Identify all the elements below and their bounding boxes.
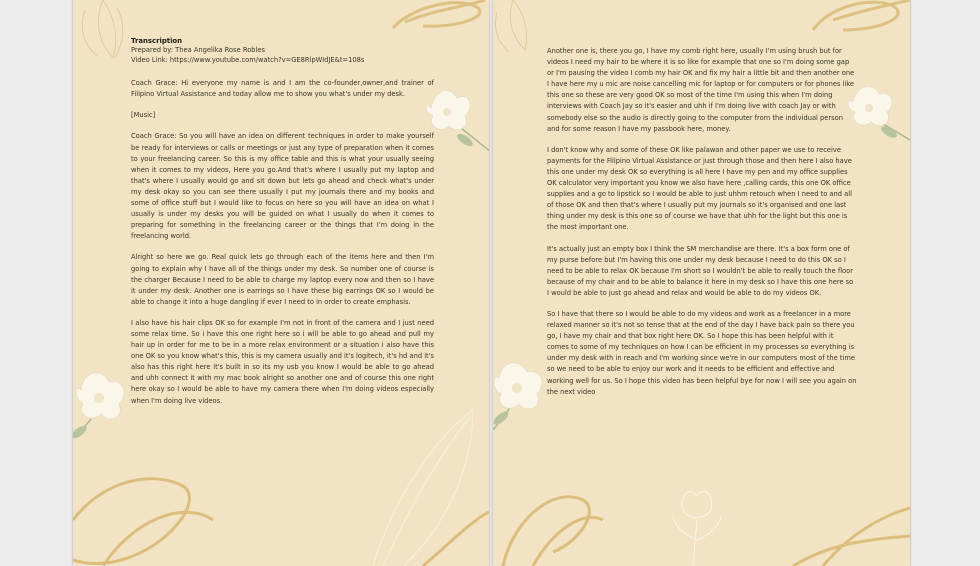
- gold-swirl-icon: [503, 497, 910, 566]
- gold-swirl-icon: [73, 479, 489, 566]
- leaf-sketch-icon: [373, 410, 473, 566]
- paragraph: I also have his hair clips OK so for example I'm not in front of the camera and I just need some relax time. So i have this one right here so i will be able to go ahead and pull my hair up in order for me to be in a more relax environment or a situation i also have this one OK so you know what's this, this is my camera usually and it's logitech, it's hd and it's also has this right here it's built in so its my usb you know I would be able to go ahead and uhh connect it with my mac book alright so another one and of course this one right here okay so I would be able to have my camera there when I'm doing videos especially when I'm doing live videos.: [131, 318, 434, 405]
- paragraph: It's actually just an empty box I think the SM merchandise are there. It's a box form one of my purse before but I'm having this one under my desk because I need to do this OK so I need to be able to relax OK because I'm short so I wouldn't be able to really touch the floor because of my chair and to be able to balance it here in my desk so I have this one here so I would be able to just go ahead and relax and would be able to do my videos OK.: [547, 244, 854, 297]
- flower-icon: [493, 363, 542, 430]
- flower-icon: [426, 91, 489, 152]
- video-link: Video Link: https://www.youtube.com/watch?v=GE8RlpWIdJE&t=108s: [131, 55, 365, 64]
- paragraph: Coach Grace: Hi everyone my name is and I am the co-founder,owner,and trainer of Filipino Virtual Assistance and today allow me to show you what's under my desk.: [131, 79, 434, 99]
- paragraph: So I have that there so I would be able to do my videos and work as a freelancer in a more relaxed manner so it's not so tense that at the end of the day I have back pain so there you go, I have my chair and that box right here OK. So I hope this has been helpful with it comes to some of my techniques on how I can be efficient in my processes so everything is under my desk with in reach and I'm working since we're in our computers most of the time so we need to be able to enjoy our work and it needs to be efficient and effective and working well for us. So I hope this video has been helpful bye for now I will see you again on the next video: [547, 309, 857, 396]
- gold-swirl-icon: [393, 0, 485, 28]
- document-header: [131, 37, 434, 65]
- document-page-2: [493, 0, 910, 566]
- flower-icon: [73, 373, 124, 440]
- paragraph: Another one is, there you go, I have my comb right here, usually I'm using brush but for videos I need my hair to be where it is so like for example that one so I'm doing some gap or I'm pausing the video I comb my hair OK and fix my hair a little bit and then another one I have here my u mic are noise cancelling mic for laptop or for computers or for phones like this one so these are very good OK so most of the time I'm using this when I'm doing interviews with Coach Jay so it's easier and uhh if I'm doing live with coach Jay or with somebody else so the audio is directly going to the computer from the individual person and for some reason I have my passbook here, money.: [547, 47, 855, 133]
- page-2-content: [547, 46, 857, 408]
- paragraph: Coach Grace: So you will have an idea on different techniques in order to make yourself be ready for interviews or calls or meetings or just any type of preparation when it comes to your freelancing career. So this is my office table and this is what your usually seeing when it comes to my videos, Here you go.And that's where I usually put my laptop and that's where I usually would go and sit down but lets go ahead and check what's under my desk okay so you can see there usually I put my journals there and my books and some of office stuff but I would like to focus on here so you will have an idea on what I usually is under my desks you will be guided on what I usually do when it comes to preparing for something in the freelancing career or the things that I'm doing in the freelancing world.: [131, 132, 434, 241]
- paragraph: [Music]: [131, 111, 156, 120]
- leaf-sketch-icon: [496, 0, 527, 52]
- leaf-sketch-icon: [82, 0, 122, 58]
- flower-sketch-icon: [673, 492, 721, 566]
- document-page-1: [73, 0, 489, 566]
- document-title: Transcription: [131, 37, 183, 45]
- paragraph: I don't know why and some of these OK like palawan and other paper we use to receive payments for the Filipino Virtual Assistance or just through those and then here I also have this one under my desk OK so everything is all here I have my pen and my office supplies OK calculator very important you know we also have here ,calling cards, this one OK office supplies and a go to lipstick so I would be able to just uhhm retouch when I need to and all of those OK and then that's where I usually put my journals so it's organised and one last thing under my desk is this one so of course we have that uhh for the light but this one is the most important one.: [547, 145, 852, 232]
- flower-icon: [848, 86, 910, 140]
- prepared-by: Prepared by: Thea Angelika Rose Robles: [131, 46, 265, 54]
- paragraph: Alright so here we go. Real quick lets go through each of the items here and then I'm going to explain why I have all of the things under my desk. So number one of course is the charger Because I need to be able to charge my laptop every now and then so I have it under my desk. Another one is earrings so I have these big earrings OK so I would be able to change it into a huge dangling if ever I need to in order to create emphasis.: [131, 253, 434, 306]
- gold-swirl-icon: [813, 0, 910, 30]
- page-1-content: [131, 37, 434, 417]
